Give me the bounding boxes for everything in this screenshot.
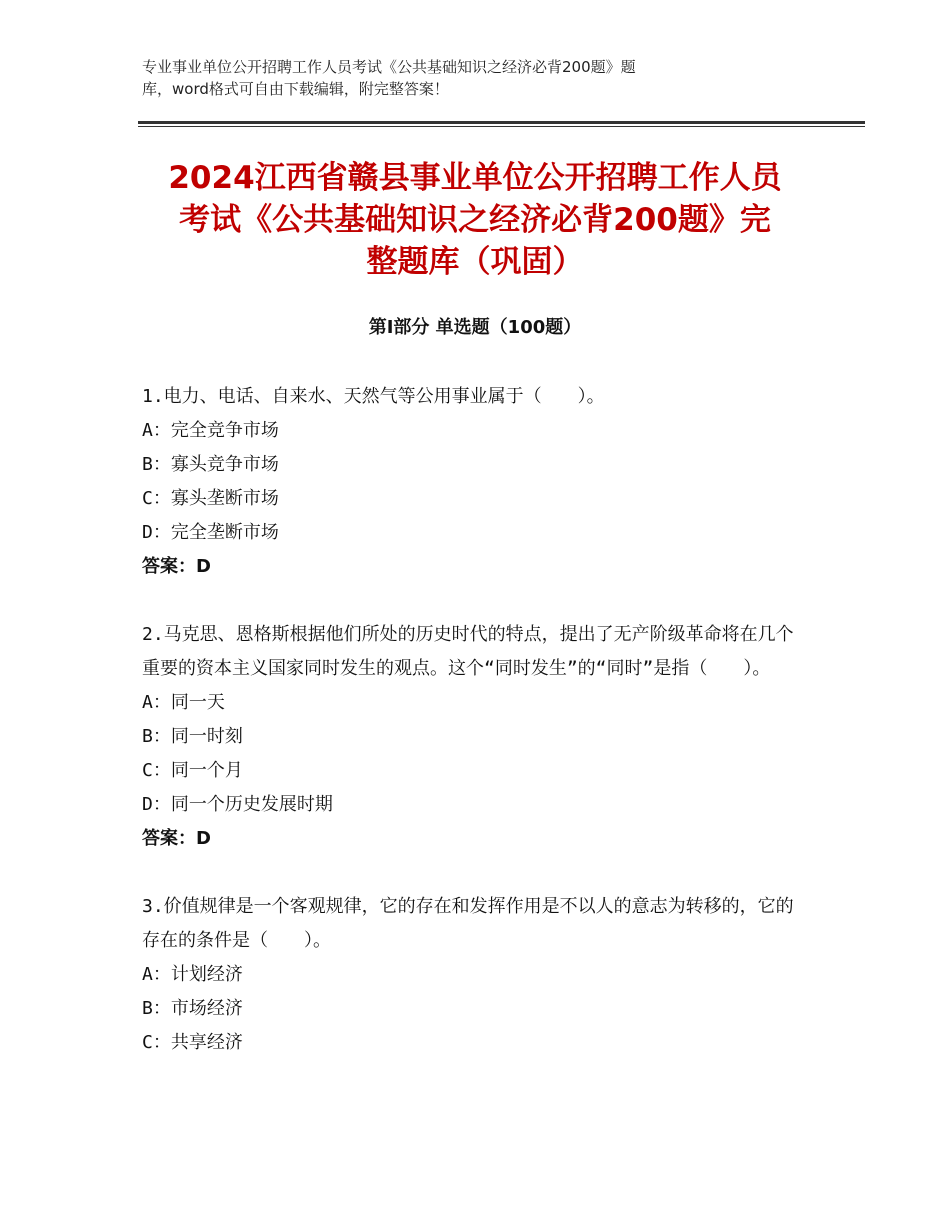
option-d: D：完全垄断市场 (142, 522, 279, 543)
option-b: B：市场经济 (142, 998, 243, 1019)
header-rule-thin (138, 126, 865, 127)
question-2 (142, 618, 802, 856)
question-list (142, 380, 802, 1094)
option-c: C：同一个月 (142, 760, 243, 781)
option-a: A：计划经济 (142, 964, 243, 985)
question-stem: 3.价值规律是一个客观规律，它的存在和发挥作用是不以人的意志为转移的，它的存在的条件是（ ）。 (142, 896, 794, 951)
option-b: B：寡头竞争市场 (142, 454, 279, 475)
header-note-line-2: 库，word格式可自由下载编辑，附完整答案！ (142, 80, 449, 98)
answer: 答案：D (142, 828, 211, 849)
option-a: A：同一天 (142, 692, 225, 713)
title-line-1: 2024江西省赣县事业单位公开招聘工作人员 (168, 160, 782, 196)
title-line-3: 整题库（巩固） (366, 244, 584, 280)
option-a: A：完全竞争市场 (142, 420, 279, 441)
option-c: C：共享经济 (142, 1032, 243, 1053)
question-3 (142, 890, 802, 1060)
option-d: D：同一个历史发展时期 (142, 794, 333, 815)
question-1 (142, 380, 802, 584)
header-rule-thick (138, 121, 865, 124)
question-stem: 2.马克思、恩格斯根据他们所处的历史时代的特点，提出了无产阶级革命将在几个重要的资本主义国家同时发生的观点。这个“同时发生”的“同时”是指（ ）。 (142, 624, 794, 679)
header-note (142, 56, 782, 100)
option-c: C：寡头垄断市场 (142, 488, 279, 509)
header-note-line-1: 专业事业单位公开招聘工作人员考试《公共基础知识之经济必背200题》题 (142, 58, 636, 76)
option-b: B：同一时刻 (142, 726, 243, 747)
section-heading: 第Ⅰ部分 单选题（100题） (368, 317, 582, 338)
title-line-2: 考试《公共基础知识之经济必背200题》完 (179, 202, 771, 238)
document-title (110, 157, 840, 283)
question-stem: 1.电力、电话、自来水、天然气等公用事业属于（ ）。 (142, 386, 605, 407)
answer: 答案：D (142, 556, 211, 577)
